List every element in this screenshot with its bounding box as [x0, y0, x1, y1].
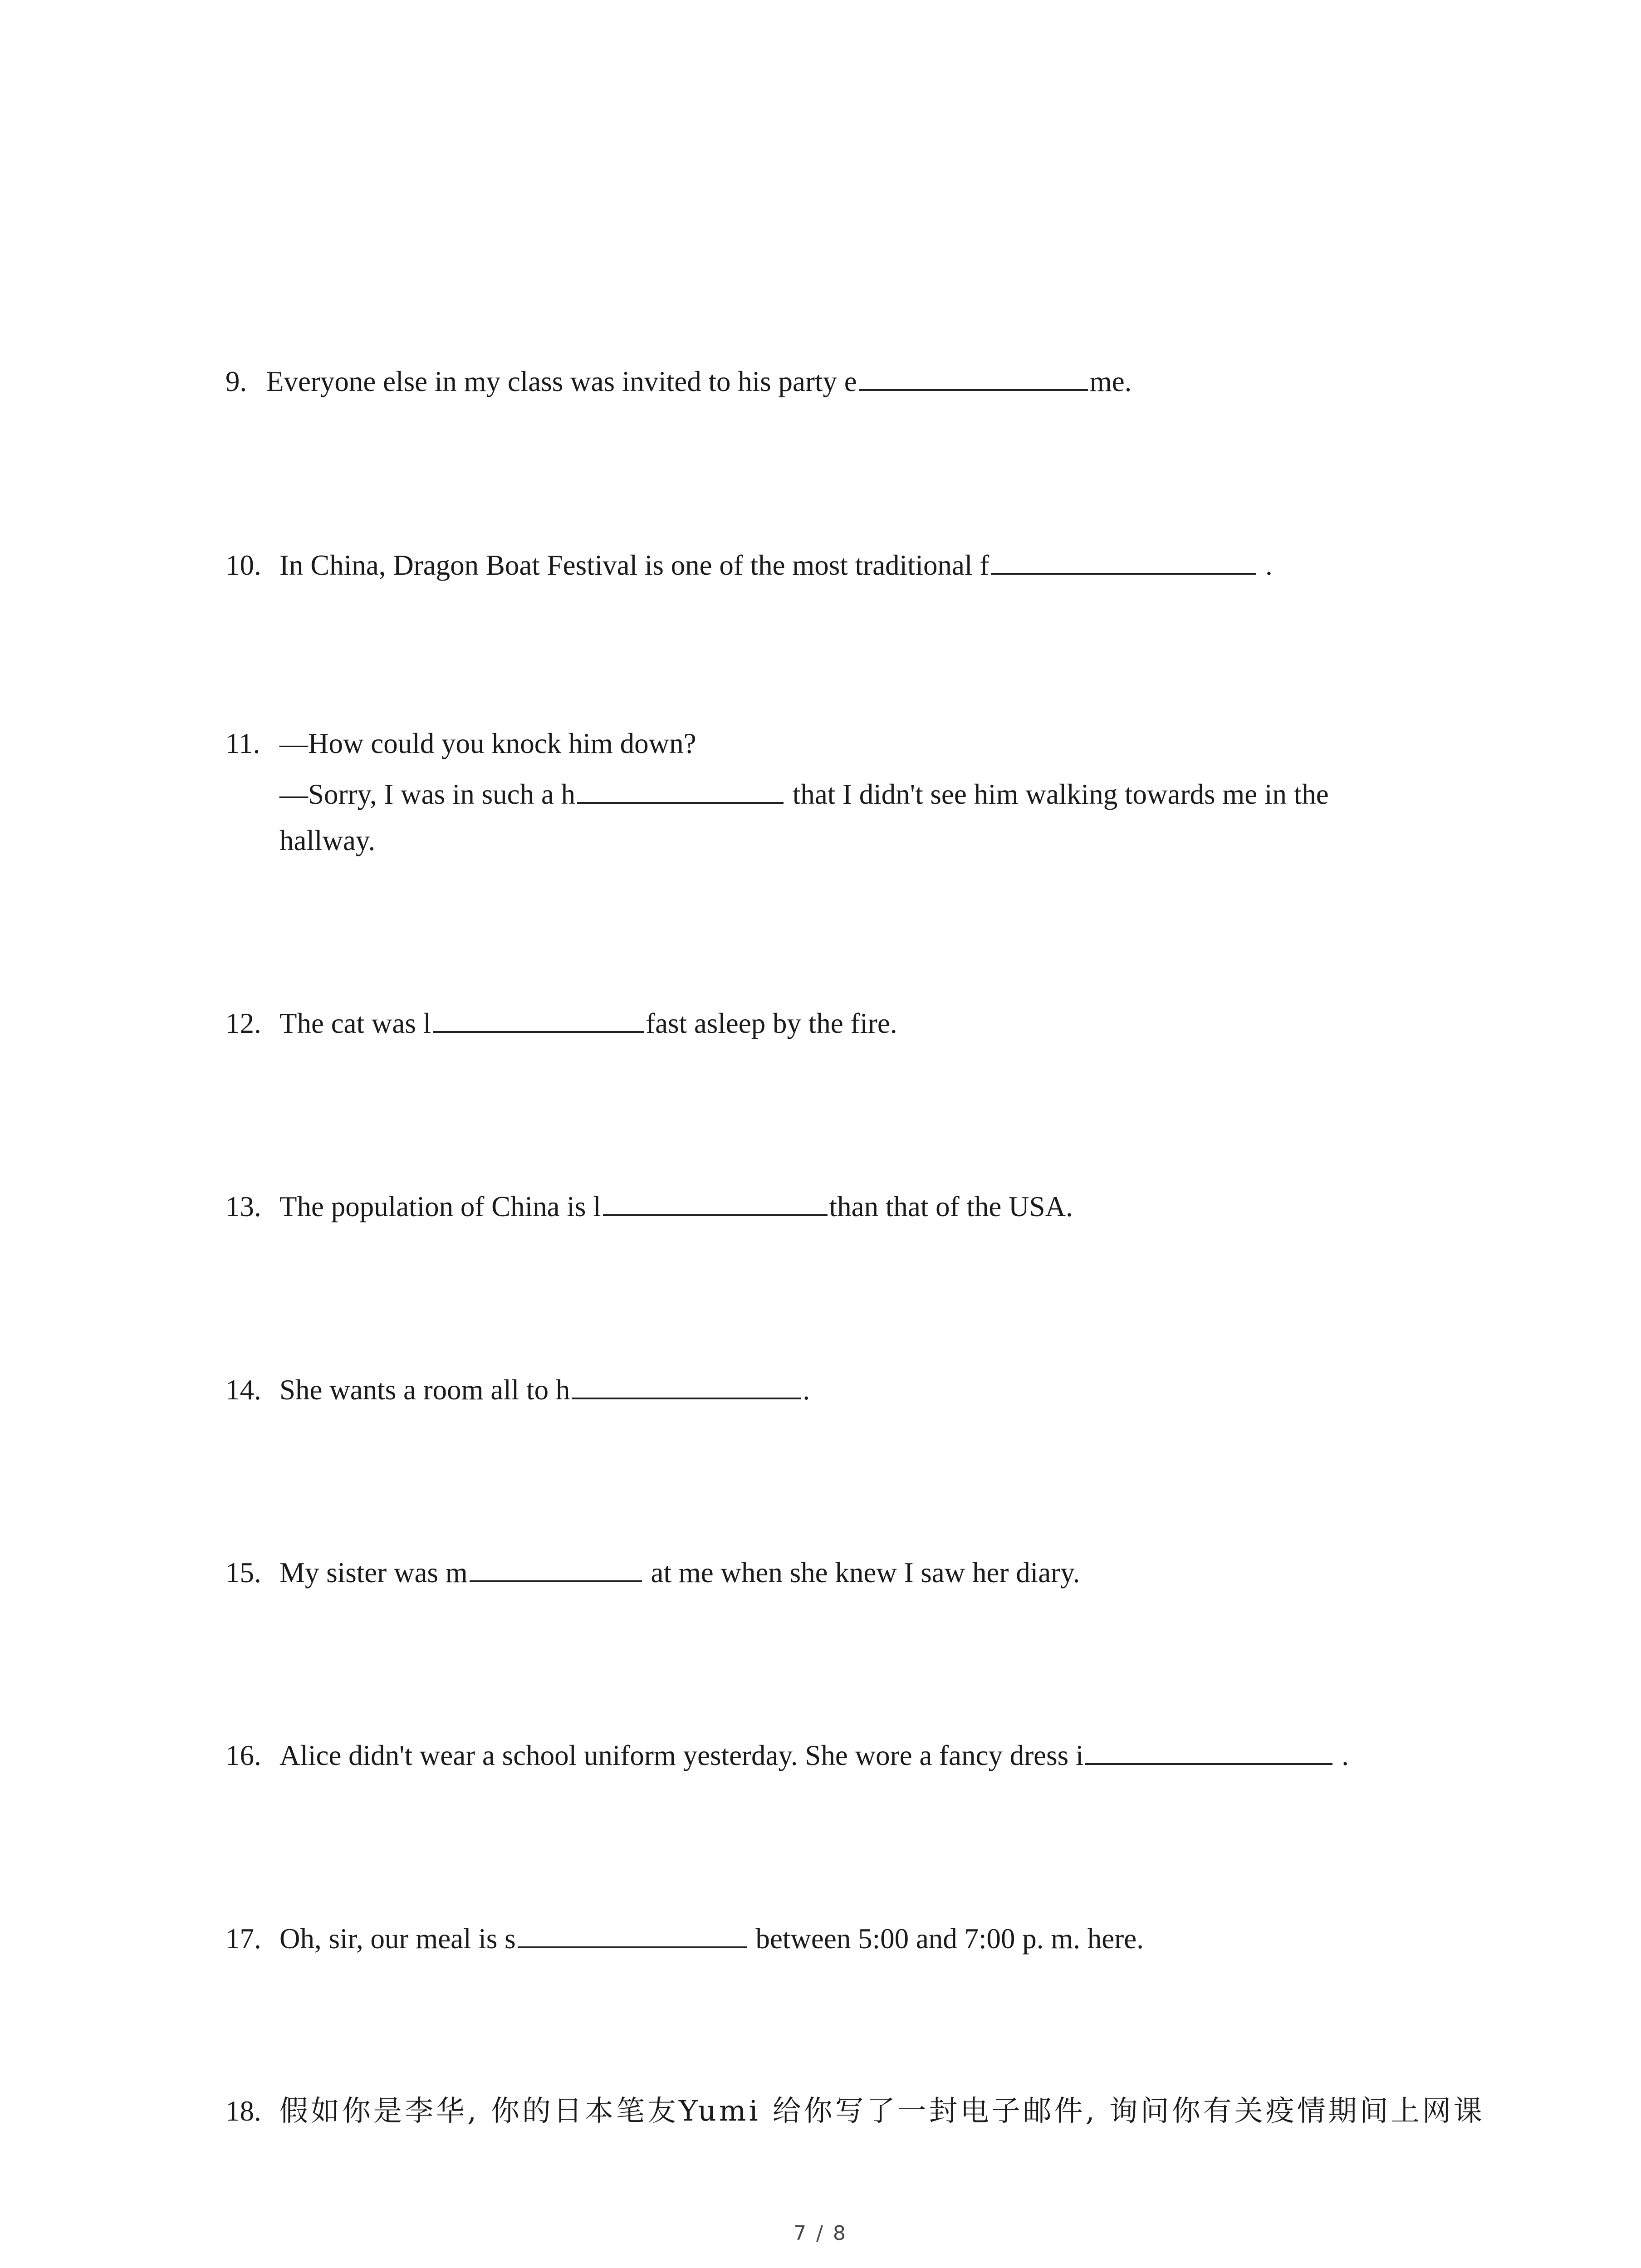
question-number: 11. — [225, 728, 260, 759]
question-number: 18. — [225, 2095, 261, 2127]
question-text: Alice didn't wear a school uniform yesterday. She wore a fancy dress i . — [279, 1730, 1349, 1781]
question-number: 13. — [225, 1191, 261, 1222]
question-text: 假如你是李华, 你的日本笔友Yumi 给你写了一封电子邮件, 询问你有关疫情期间上网课 — [279, 2094, 1485, 2127]
question-text: The cat was l fast asleep by the fire. — [279, 998, 897, 1049]
question-text: Oh, sir, our meal is s between 5:00 and 7:00 p. m. here. — [279, 1913, 1144, 1964]
question-number: 15. — [225, 1557, 261, 1589]
answer-blank[interactable] — [572, 1371, 801, 1399]
answer-blank[interactable] — [577, 776, 784, 804]
question-number: 14. — [225, 1374, 261, 1406]
question-text: She wants a room all to h . — [279, 1364, 810, 1415]
question-line-3: hallway. — [279, 825, 376, 856]
answer-blank[interactable] — [433, 1005, 644, 1033]
answer-blank[interactable] — [518, 1920, 747, 1948]
question-text: The population of China is l than that of the USA. — [279, 1181, 1073, 1232]
question-text: My sister was m at me when she knew I saw her diary. — [279, 1547, 1080, 1598]
question-number: 12. — [225, 1007, 261, 1039]
question-line-1: —How could you knock him down? — [279, 728, 696, 759]
page-number: 7 / 8 — [794, 2222, 847, 2245]
question-number: 17. — [225, 1923, 261, 1955]
question-number: 10. — [225, 549, 261, 581]
answer-blank[interactable] — [470, 1554, 642, 1582]
question-number: 16. — [225, 1740, 261, 1771]
answer-blank[interactable] — [603, 1188, 828, 1216]
question-text: Everyone else in my class was invited to his party e me. — [266, 356, 1132, 407]
answer-blank[interactable] — [991, 547, 1256, 575]
answer-blank[interactable] — [1085, 1737, 1332, 1765]
question-number: 9. — [225, 366, 247, 397]
answer-blank[interactable] — [859, 363, 1088, 391]
question-line-2: —Sorry, I was in such a h that I didn't see him walking towards me in the — [279, 769, 1329, 820]
question-text: In China, Dragon Boat Festival is one of the most traditional f . — [279, 540, 1273, 591]
